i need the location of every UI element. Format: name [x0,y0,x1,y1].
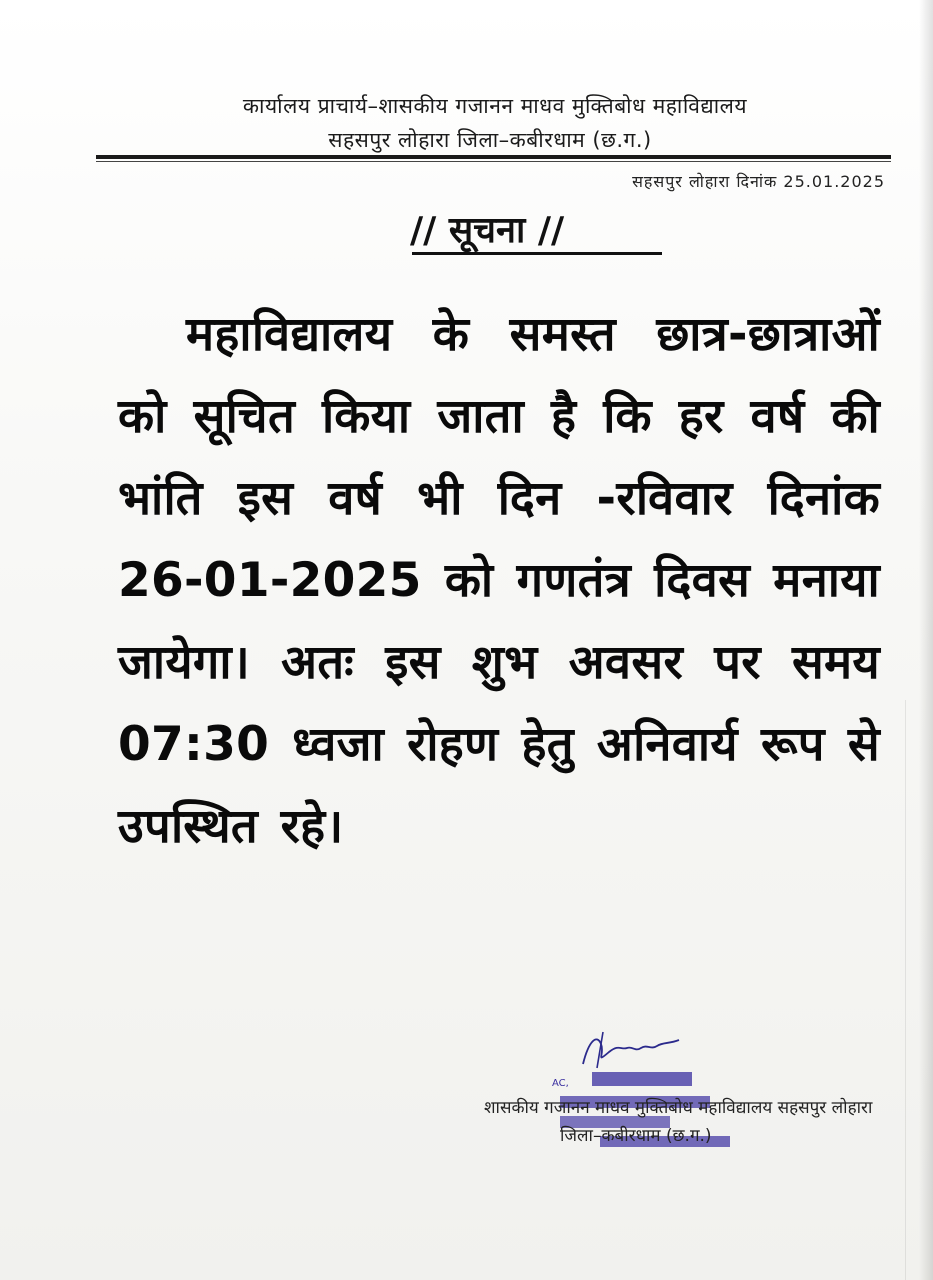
header-divider-thin [96,161,891,162]
notice-title-underline [412,252,662,255]
principal-signature [575,1030,685,1070]
header-divider [96,155,891,159]
college-address: सहसपुर लोहारा जिला–कबीरधाम (छ.ग.) [328,128,652,152]
signatory-district: जिला–कबीरधाम (छ.ग.) [560,1126,712,1146]
signatory-institution: शासकीय गजानन माधव मुक्तिबोध महाविद्यालय सहसपुर लोहारा [484,1098,873,1118]
college-office-heading: कार्यालय प्राचार्य–शासकीय गजानन माधव मुक्तिबोध महाविद्यालय [242,94,748,118]
svg-text:AC,: AC, [552,1078,569,1089]
paper-edge-shadow [919,0,933,1280]
paper-fold [905,700,906,1280]
notice-title: // सूचना // [410,210,565,251]
notice-date: सहसपुर लोहारा दिनांक 25.01.2025 [632,172,885,191]
notice-body-text: महाविद्यालय के समस्त छात्र-छात्राओं को सूचित किया जाता है कि हर वर्ष की भांति इस वर्ष भी दिन -रविवार दिनांक 26-01-2025 को गणतंत्र दिवस मनाया जायेगा। अतः इस शुभ अवसर पर समय 07:30 ध्वजा रोहण हेतु अनिवार्य रूप से उपस्थित रहे। [118,307,880,854]
notice-body [118,294,880,868]
